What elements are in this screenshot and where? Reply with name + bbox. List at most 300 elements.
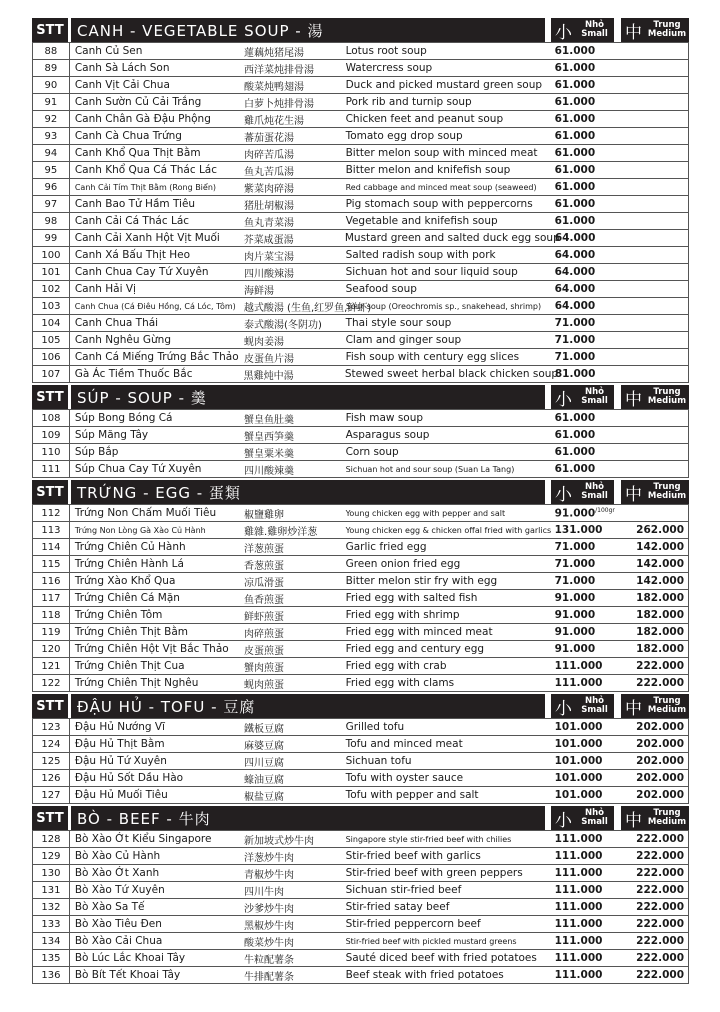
item-description-en: Fried egg with shrimp xyxy=(345,609,460,621)
item-description-en: Fried egg with salted fish xyxy=(345,592,478,604)
item-name-vi: Canh Chua Thái xyxy=(74,317,159,329)
price-medium: 182.000 xyxy=(636,609,684,621)
item-number: 90 xyxy=(33,77,70,93)
item-name-cn: 凉瓜滑蛋 xyxy=(244,577,285,589)
item-name-vi: Canh Sườn Củ Cải Trắng xyxy=(74,96,202,108)
price-small xyxy=(555,130,619,142)
item-name-cn: 牛粒配薯条 xyxy=(244,954,295,966)
item-description-en: Young chicken egg with pepper and salt xyxy=(345,508,506,518)
section-title: SÚP - SOUP - 羹 xyxy=(71,385,545,409)
item-description-en: Pig stomach soup with peppercorns xyxy=(345,198,533,210)
item-name-cn: 蠔油豆腐 xyxy=(244,774,285,786)
menu-item-row xyxy=(32,504,689,522)
price-small-value: 61.000 xyxy=(554,446,596,458)
menu-item-row xyxy=(32,718,689,736)
price-small xyxy=(555,334,619,346)
stt-header: STT xyxy=(32,480,68,504)
price-medium: 202.000 xyxy=(636,738,684,750)
item-number: 92 xyxy=(33,111,70,127)
menu-item-row xyxy=(32,298,689,315)
price-small-value: 101.000 xyxy=(554,755,603,767)
item-name-vi: Canh Xá Bấu Thịt Heo xyxy=(74,249,191,261)
item-name-vi: Trứng Chiên Cá Mặn xyxy=(74,592,180,604)
price-small-value: 64.000 xyxy=(554,300,596,312)
item-description-en: Fried egg with crab xyxy=(345,660,447,672)
item-number: 101 xyxy=(33,264,70,280)
item-description-en: Sichuan stir-fried beef xyxy=(345,884,462,896)
price-small xyxy=(555,198,619,210)
price-medium: 182.000 xyxy=(636,643,684,655)
price-small xyxy=(555,45,619,57)
item-name-cn: 酸菜炒牛肉 xyxy=(244,937,295,949)
item-number: 105 xyxy=(33,332,70,348)
item-number: 125 xyxy=(33,753,70,769)
medium-size-header xyxy=(621,18,689,42)
item-name-cn: 蟹皇粟米羹 xyxy=(244,448,295,460)
small-label: Nhỏ Small xyxy=(581,387,608,406)
price-small-value: 111.000 xyxy=(554,833,603,845)
item-number: 132 xyxy=(33,899,70,915)
item-description-en: Tofu and minced meat xyxy=(345,738,463,750)
menu-item-row xyxy=(32,967,689,984)
item-name-cn: 皮蛋鱼片湯 xyxy=(244,353,295,365)
price-small-value: 101.000 xyxy=(554,738,603,750)
item-number: 134 xyxy=(33,933,70,949)
item-name-cn: 黑椒炒牛肉 xyxy=(244,920,295,932)
item-name-vi: Trứng Chiên Củ Hành xyxy=(74,541,186,553)
price-small-value: 64.000 xyxy=(554,232,596,244)
price-small-value: 111.000 xyxy=(554,677,603,689)
price-small xyxy=(555,721,619,733)
price-medium: 222.000 xyxy=(636,952,684,964)
item-number: 108 xyxy=(33,410,70,426)
item-description-en: Duck and picked mustard green soup xyxy=(345,79,543,91)
item-name-vi: Canh Sà Lách Son xyxy=(74,62,170,74)
price-small xyxy=(555,181,619,193)
item-name-cn: 青椒炒牛肉 xyxy=(244,869,295,881)
item-description-en: Fried egg with clams xyxy=(345,677,455,689)
item-description-en: Stir-fried peppercorn beef xyxy=(345,918,481,930)
price-medium: 142.000 xyxy=(636,558,684,570)
price-small-value: 111.000 xyxy=(554,918,603,930)
item-name-vi: Canh Bao Tử Hầm Tiêu xyxy=(74,198,196,210)
section-title: BÒ - BEEF - 牛肉 xyxy=(71,806,545,830)
item-name-vi: Bò Xào Ớt Kiểu Singapore xyxy=(74,833,212,845)
price-medium: 222.000 xyxy=(636,901,684,913)
small-label: Nhỏ Small xyxy=(581,20,608,39)
price-small-value: 64.000 xyxy=(554,283,596,295)
medium-label: Trung Medium xyxy=(647,808,687,827)
price-small xyxy=(555,833,619,845)
price-small xyxy=(555,935,619,947)
item-number: 114 xyxy=(33,539,70,555)
price-small xyxy=(555,113,619,125)
price-small-value: 61.000 xyxy=(554,412,596,424)
item-number: 119 xyxy=(33,624,70,640)
price-small-value: 61.000 xyxy=(554,429,596,441)
menu-item-row xyxy=(32,624,689,641)
price-medium: 222.000 xyxy=(636,833,684,845)
menu-item-row xyxy=(32,736,689,753)
price-small-value: 111.000 xyxy=(554,969,603,981)
menu-item-row xyxy=(32,899,689,916)
item-description-en: Salted radish soup with pork xyxy=(345,249,496,261)
medium-size-header xyxy=(621,694,689,718)
item-number: 96 xyxy=(33,179,70,195)
item-name-vi: Súp Măng Tây xyxy=(74,429,149,441)
item-name-vi: Trứng Chiên Thịt Nghêu xyxy=(74,677,199,689)
price-medium: 142.000 xyxy=(636,541,684,553)
menu-item-row xyxy=(32,950,689,967)
item-name-cn: 雞雜.雞卵炒洋葱 xyxy=(244,526,318,538)
item-description-en: Corn soup xyxy=(345,446,399,458)
price-small xyxy=(555,351,619,363)
price-small-value: 111.000 xyxy=(554,901,603,913)
price-small-value: 61.000 xyxy=(554,79,596,91)
price-small xyxy=(555,79,619,91)
price-small-value: 61.000 xyxy=(554,181,596,193)
item-name-cn: 椒盐豆腐 xyxy=(244,791,285,803)
item-name-cn: 洋葱炒牛肉 xyxy=(244,852,295,864)
item-number: 117 xyxy=(33,590,70,606)
section-title: CANH - VEGETABLE SOUP - 湯 xyxy=(71,18,545,42)
item-name-cn: 四川豆腐 xyxy=(244,757,285,769)
price-small xyxy=(555,300,619,312)
item-name-vi: Trứng Non Chấm Muối Tiêu xyxy=(74,507,217,519)
item-name-cn: 四川牛肉 xyxy=(244,886,285,898)
price-medium: 222.000 xyxy=(636,884,684,896)
menu-item-row xyxy=(32,675,689,692)
item-name-vi: Canh Khổ Qua Cá Thác Lác xyxy=(74,164,218,176)
item-description-en: Fried egg and century egg xyxy=(345,643,485,655)
item-name-cn: 黑雞炖中湯 xyxy=(243,370,294,382)
item-description-en: Sichuan hot and sour liquid soup xyxy=(345,266,518,278)
price-small-value: 61.000 xyxy=(554,463,596,475)
price-small xyxy=(555,643,619,655)
item-name-cn: 肉片菜宝湯 xyxy=(244,251,295,263)
item-name-cn: 泰式酸湯(冬阴功) xyxy=(244,319,322,331)
item-name-cn: 蟹皇西笋羹 xyxy=(244,431,295,443)
item-name-vi: Canh Chua (Cá Điêu Hồng, Cá Lóc, Tôm) xyxy=(74,301,236,311)
item-number: 112 xyxy=(33,505,70,521)
menu-item-row xyxy=(32,42,689,60)
small-label: Nhỏ Small xyxy=(581,696,608,715)
item-description-en: Bitter melon and knifefish soup xyxy=(345,164,511,176)
price-small-value: 101.000 xyxy=(554,721,603,733)
price-small xyxy=(555,626,619,638)
item-number: 93 xyxy=(33,128,70,144)
menu-item-row xyxy=(32,444,689,461)
price-small xyxy=(555,884,619,896)
item-name-cn: 沙爹炒牛肉 xyxy=(244,903,295,915)
menu-item-row xyxy=(32,770,689,787)
item-name-vi: Bò Xào Sa Tế xyxy=(74,901,145,913)
item-number: 94 xyxy=(33,145,70,161)
item-number: 124 xyxy=(33,736,70,752)
item-description-en: Stir-fried satay beef xyxy=(345,901,450,913)
price-small-value: 61.000 xyxy=(554,113,596,125)
price-small xyxy=(555,429,619,441)
item-number: 103 xyxy=(33,298,70,314)
menu-item-row xyxy=(32,145,689,162)
stt-header: STT xyxy=(32,18,68,42)
price-small xyxy=(555,524,619,536)
item-name-vi: Súp Bong Bóng Cá xyxy=(74,412,173,424)
menu-item-row xyxy=(32,865,689,882)
medium-label: Trung Medium xyxy=(647,20,687,39)
item-description-en: Green onion fried egg xyxy=(345,558,461,570)
menu-page xyxy=(32,18,689,984)
item-name-cn: 雞爪炖花生湯 xyxy=(244,115,305,127)
price-small xyxy=(555,147,619,159)
menu-item-row xyxy=(32,94,689,111)
item-name-cn: 四川酸辣湯 xyxy=(244,268,295,280)
menu-item-row xyxy=(32,111,689,128)
price-small-value: 101.000 xyxy=(554,789,603,801)
item-name-vi: Canh Củ Sen xyxy=(74,45,143,57)
price-small-value: 71.000 xyxy=(554,558,596,570)
item-name-cn: 蟹肉煎蛋 xyxy=(244,662,285,674)
item-name-vi: Canh Chua Cay Tứ Xuyên xyxy=(74,266,209,278)
price-medium: 202.000 xyxy=(636,772,684,784)
stt-header: STT xyxy=(32,806,68,830)
item-description-en: Stir-fried beef with green peppers xyxy=(345,867,523,879)
item-description-en: Chicken feet and peanut soup xyxy=(345,113,504,125)
small-size-header xyxy=(551,18,614,42)
price-small xyxy=(555,368,619,380)
section-header-4 xyxy=(32,806,689,830)
section-header-1 xyxy=(32,385,689,409)
small-cjk-label: 小 xyxy=(555,698,572,719)
menu-item-row xyxy=(32,60,689,77)
item-description-en: Thai style sour soup xyxy=(345,317,452,329)
item-description-en: Sour soup (Oreochromis sp., snakehead, shrimp) xyxy=(345,301,542,311)
price-medium: 182.000 xyxy=(636,626,684,638)
price-small xyxy=(555,850,619,862)
item-description-en: Stewed sweet herbal black chicken soup xyxy=(344,368,559,380)
item-description-en: Red cabbage and minced meat soup (seaweed) xyxy=(345,182,537,192)
price-small xyxy=(555,164,619,176)
price-small xyxy=(555,789,619,801)
price-medium: 182.000 xyxy=(636,592,684,604)
price-small-value: 64.000 xyxy=(554,249,596,261)
medium-cjk-label: 中 xyxy=(625,484,642,505)
price-small-value: 71.000 xyxy=(554,351,596,363)
price-small xyxy=(555,446,619,458)
item-name-vi: Canh Nghêu Gừng xyxy=(74,334,171,346)
item-name-vi: Đậu Hủ Muối Tiêu xyxy=(74,789,168,801)
item-number: 99 xyxy=(33,230,70,246)
medium-cjk-label: 中 xyxy=(625,810,642,831)
stt-header: STT xyxy=(32,694,68,718)
item-name-cn: 鱼丸青菜湯 xyxy=(244,217,295,229)
menu-item-row xyxy=(32,247,689,264)
item-name-vi: Súp Bắp xyxy=(74,446,119,458)
price-small xyxy=(555,901,619,913)
small-label: Nhỏ Small xyxy=(581,808,608,827)
item-description-en: Sichuan tofu xyxy=(345,755,412,767)
item-name-cn: 紫菜肉碎湯 xyxy=(244,183,295,195)
price-medium: 262.000 xyxy=(636,524,684,536)
item-name-vi: Bò Xào Tiêu Đen xyxy=(74,918,162,930)
price-small xyxy=(555,317,619,329)
price-small-value: 91.000 xyxy=(554,507,596,520)
item-name-vi: Bò Xào Cải Chua xyxy=(74,935,163,947)
item-description-en: Bitter melon soup with minced meat xyxy=(345,147,538,159)
menu-item-row xyxy=(32,409,689,427)
item-description-en: Stir-fried beef with pickled mustard greens xyxy=(345,936,517,946)
item-name-vi: Canh Hải Vị xyxy=(74,283,136,295)
item-number: 97 xyxy=(33,196,70,212)
price-medium: 222.000 xyxy=(636,935,684,947)
item-name-vi: Súp Chua Cay Tứ Xuyên xyxy=(74,463,202,475)
price-small-value: 61.000 xyxy=(554,147,596,159)
price-small xyxy=(555,412,619,424)
price-small xyxy=(555,232,619,244)
price-small xyxy=(555,755,619,767)
section-title: ĐẬU HỦ - TOFU - 豆腐 xyxy=(71,694,545,718)
price-small-value: 81.000 xyxy=(554,368,596,380)
item-name-vi: Gà Ác Tiềm Thuốc Bắc xyxy=(74,368,193,380)
price-small xyxy=(555,592,619,604)
price-small-value: 111.000 xyxy=(554,884,603,896)
item-description-en: Fried egg with minced meat xyxy=(345,626,493,638)
price-small xyxy=(555,772,619,784)
medium-label: Trung Medium xyxy=(647,482,687,501)
small-size-header xyxy=(551,694,614,718)
item-number: 128 xyxy=(33,831,70,847)
price-small-value: 71.000 xyxy=(554,334,596,346)
menu-item-row xyxy=(32,787,689,804)
price-small xyxy=(555,738,619,750)
menu-item-row xyxy=(32,162,689,179)
price-small xyxy=(555,609,619,621)
item-name-vi: Trứng Non Lòng Gà Xào Củ Hành xyxy=(74,525,206,535)
item-name-cn: 鲜虾煎蛋 xyxy=(244,611,285,623)
small-size-header xyxy=(551,806,614,830)
item-name-cn: 芥菜咸蛋湯 xyxy=(243,234,294,246)
price-medium: 142.000 xyxy=(636,575,684,587)
item-number: 127 xyxy=(33,787,70,803)
item-name-cn: 海鲜湯 xyxy=(244,285,275,297)
small-cjk-label: 小 xyxy=(555,389,572,410)
price-small xyxy=(555,575,619,587)
price-small-value: 61.000 xyxy=(554,130,596,142)
item-name-cn: 鐵板豆腐 xyxy=(244,723,285,735)
menu-item-row xyxy=(32,522,689,539)
item-name-cn: 新加坡式炒牛肉 xyxy=(244,835,315,847)
item-description-en: Watercress soup xyxy=(345,62,433,74)
item-name-vi: Trứng Chiên Thịt Cua xyxy=(74,660,185,672)
item-name-vi: Bò Bít Tết Khoai Tây xyxy=(74,969,181,981)
menu-item-row xyxy=(32,556,689,573)
item-name-vi: Đậu Hủ Thịt Bằm xyxy=(74,738,165,750)
medium-size-header xyxy=(621,806,689,830)
item-number: 88 xyxy=(33,43,70,59)
price-small-value: 61.000 xyxy=(554,45,596,57)
price-small xyxy=(555,558,619,570)
item-number: 98 xyxy=(33,213,70,229)
price-medium: 222.000 xyxy=(636,918,684,930)
menu-item-row xyxy=(32,658,689,675)
item-number: 107 xyxy=(33,366,70,382)
item-name-cn: 椒鹽雞卵 xyxy=(244,509,285,521)
item-name-vi: Bò Xào Ớt Xanh xyxy=(74,867,160,879)
menu-item-row xyxy=(32,753,689,770)
item-name-cn: 越式酸湯 (生鱼,红罗鱼,鲜虾) xyxy=(243,302,372,314)
item-number: 110 xyxy=(33,444,70,460)
item-name-vi: Đậu Hủ Nướng Vĩ xyxy=(74,721,165,733)
stt-header: STT xyxy=(32,385,68,409)
item-number: 95 xyxy=(33,162,70,178)
item-number: 129 xyxy=(33,848,70,864)
price-small xyxy=(555,867,619,879)
menu-item-row xyxy=(32,366,689,383)
price-medium: 202.000 xyxy=(636,789,684,801)
item-description-en: Grilled tofu xyxy=(345,721,405,733)
item-description-en: Sichuan hot and sour soup (Suan La Tang) xyxy=(345,464,515,474)
price-small-value: 91.000 xyxy=(554,609,596,621)
item-number: 130 xyxy=(33,865,70,881)
price-small-value: 131.000 xyxy=(554,524,603,536)
item-name-vi: Đậu Hủ Sốt Dầu Hào xyxy=(74,772,184,784)
item-number: 126 xyxy=(33,770,70,786)
item-name-cn: 肉碎苦瓜湯 xyxy=(244,149,295,161)
price-small-value: 61.000 xyxy=(554,164,596,176)
section-header-3 xyxy=(32,694,689,718)
price-small-value: 91.000 xyxy=(554,643,596,655)
medium-size-header xyxy=(621,385,689,409)
item-name-vi: Canh Cải Xanh Hột Vịt Muối xyxy=(74,232,220,244)
item-description-en: Young chicken egg & chicken offal fried with garlics xyxy=(345,525,552,535)
small-cjk-label: 小 xyxy=(555,22,572,43)
medium-cjk-label: 中 xyxy=(625,22,642,43)
item-description-en: Bitter melon stir fry with egg xyxy=(345,575,498,587)
item-name-vi: Canh Cải Tím Thịt Bằm (Rong Biển) xyxy=(74,182,217,192)
price-small-value: 61.000 xyxy=(554,215,596,227)
item-name-vi: Trứng Chiên Hành Lá xyxy=(74,558,184,570)
price-small-value: 111.000 xyxy=(554,850,603,862)
price-small xyxy=(555,660,619,672)
menu-item-row xyxy=(32,539,689,556)
price-small-value: 111.000 xyxy=(554,952,603,964)
item-name-cn: 蟹皇鱼肚羹 xyxy=(244,414,295,426)
menu-item-row xyxy=(32,641,689,658)
price-small xyxy=(555,969,619,981)
item-description-en: Clam and ginger soup xyxy=(345,334,462,346)
menu-item-row xyxy=(32,461,689,478)
item-number: 113 xyxy=(33,522,70,538)
item-description-en: Stir-fried beef with garlics xyxy=(345,850,481,862)
price-medium: 222.000 xyxy=(636,660,684,672)
item-name-cn: 蕃茄蛋花湯 xyxy=(244,132,295,144)
price-medium: 222.000 xyxy=(636,867,684,879)
medium-label: Trung Medium xyxy=(647,696,687,715)
price-small-value: 111.000 xyxy=(554,660,603,672)
item-description-en: Vegetable and knifefish soup xyxy=(345,215,498,227)
price-small-value: 91.000 xyxy=(554,626,596,638)
item-name-vi: Canh Cá Miếng Trứng Bắc Thảo xyxy=(74,351,239,363)
item-name-cn: 酸菜炖鸭翅湯 xyxy=(244,81,305,93)
price-medium: 222.000 xyxy=(636,850,684,862)
item-number: 135 xyxy=(33,950,70,966)
price-small-value: 61.000 xyxy=(554,198,596,210)
item-number: 120 xyxy=(33,641,70,657)
item-description-en: Tomato egg drop soup xyxy=(345,130,463,142)
item-name-vi: Trứng Xào Khổ Qua xyxy=(74,575,176,587)
item-description-en: Sauté diced beef with fried potatoes xyxy=(345,952,537,964)
price-medium: 202.000 xyxy=(636,755,684,767)
